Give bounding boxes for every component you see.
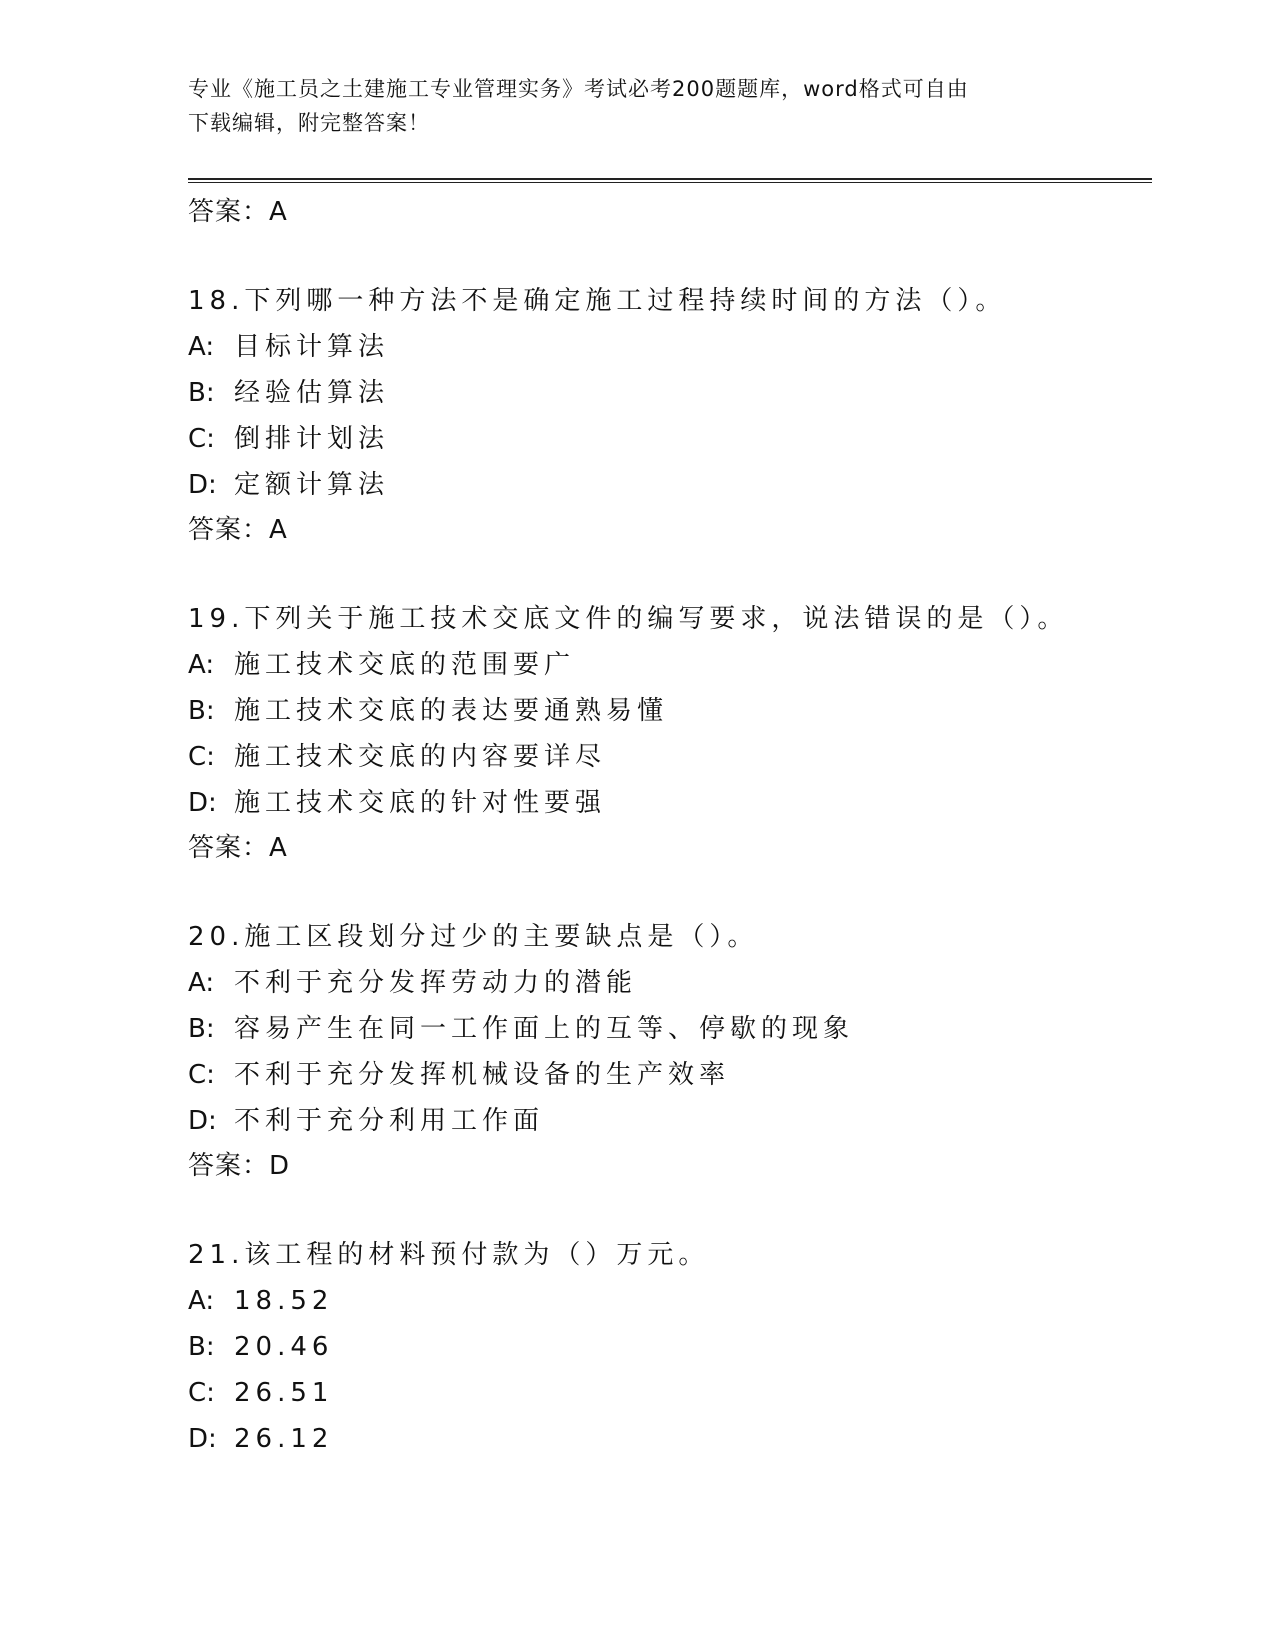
answer-value: D: [269, 1151, 291, 1181]
option-letter: C:: [188, 1378, 215, 1408]
question-21: [188, 1232, 1152, 1462]
option-text: 施工技术交底的表达要通熟易懂: [234, 696, 669, 726]
option-letter: C:: [188, 424, 215, 454]
option-text: 施工技术交底的针对性要强: [234, 788, 607, 818]
option-letter: D:: [188, 1106, 217, 1136]
option-letter: A:: [188, 332, 215, 362]
option-text: 定额计算法: [234, 470, 390, 500]
option-letter: A:: [188, 650, 215, 680]
question-stem: 19.下列关于施工技术交底文件的编写要求，说法错误的是（）。: [188, 604, 1069, 634]
header-line-2: 下载编辑，附完整答案！: [188, 111, 430, 135]
option-letter: C:: [188, 1060, 215, 1090]
option-a: [188, 1278, 1152, 1324]
option-text: 施工技术交底的内容要详尽: [234, 742, 607, 772]
option-c: [188, 734, 1152, 780]
option-letter: B:: [188, 1332, 215, 1362]
question-19: [188, 596, 1152, 870]
document-header: [188, 72, 1153, 140]
header-divider: [188, 178, 1152, 183]
answer-line: [188, 190, 1152, 234]
option-text: 目标计算法: [234, 332, 390, 362]
answer-prefix: 答案：: [188, 515, 270, 545]
answer-value: A: [269, 833, 288, 863]
option-d: [188, 1416, 1152, 1462]
answer-value: A: [269, 515, 288, 545]
answer-prefix: 答案：: [188, 1151, 270, 1181]
spacer: [188, 870, 1152, 914]
option-text: 26.12: [234, 1424, 334, 1454]
option-d: [188, 1098, 1152, 1144]
option-c: [188, 1052, 1152, 1098]
question-list: [188, 190, 1152, 1462]
question-20: [188, 914, 1152, 1188]
option-letter: A:: [188, 968, 215, 998]
answer-prefix: 答案：: [188, 197, 270, 227]
option-b: [188, 1324, 1152, 1370]
option-d: [188, 462, 1152, 508]
option-letter: B:: [188, 1014, 215, 1044]
option-letter: D:: [188, 1424, 217, 1454]
option-letter: D:: [188, 788, 217, 818]
option-a: [188, 324, 1152, 370]
option-a: [188, 960, 1152, 1006]
option-letter: C:: [188, 742, 215, 772]
option-b: [188, 1006, 1152, 1052]
question-stem: 21.该工程的材料预付款为（）万元。: [188, 1240, 710, 1270]
option-text: 20.46: [234, 1332, 334, 1362]
option-letter: D:: [188, 470, 217, 500]
option-text: 经验估算法: [234, 378, 390, 408]
question-stem: 18.下列哪一种方法不是确定施工过程持续时间的方法（）。: [188, 286, 1007, 316]
option-text: 26.51: [234, 1378, 334, 1408]
option-b: [188, 688, 1152, 734]
option-text: 容易产生在同一工作面上的互等、停歇的现象: [234, 1014, 855, 1044]
option-text: 不利于充分利用工作面: [234, 1106, 545, 1136]
option-text: 施工技术交底的范围要广: [234, 650, 576, 680]
option-d: [188, 780, 1152, 826]
answer-value: A: [269, 197, 288, 227]
option-text: 不利于充分发挥机械设备的生产效率: [234, 1060, 731, 1090]
answer-line: [188, 508, 1152, 552]
option-b: [188, 370, 1152, 416]
option-text: 不利于充分发挥劳动力的潜能: [234, 968, 638, 998]
option-letter: B:: [188, 378, 215, 408]
spacer: [188, 1188, 1152, 1232]
question-18: [188, 278, 1152, 552]
answer-prefix: 答案：: [188, 833, 270, 863]
header-line-1: 专业《施工员之土建施工专业管理实务》考试必考200题题库，word格式可自由: [188, 77, 969, 101]
option-letter: B:: [188, 696, 215, 726]
question-stem: 20.施工区段划分过少的主要缺点是（）。: [188, 922, 759, 952]
spacer: [188, 234, 1152, 278]
option-c: [188, 416, 1152, 462]
answer-line: [188, 826, 1152, 870]
option-letter: A:: [188, 1286, 215, 1316]
option-text: 倒排计划法: [234, 424, 390, 454]
option-text: 18.52: [234, 1286, 334, 1316]
answer-line: [188, 1144, 1152, 1188]
option-a: [188, 642, 1152, 688]
option-c: [188, 1370, 1152, 1416]
spacer: [188, 552, 1152, 596]
